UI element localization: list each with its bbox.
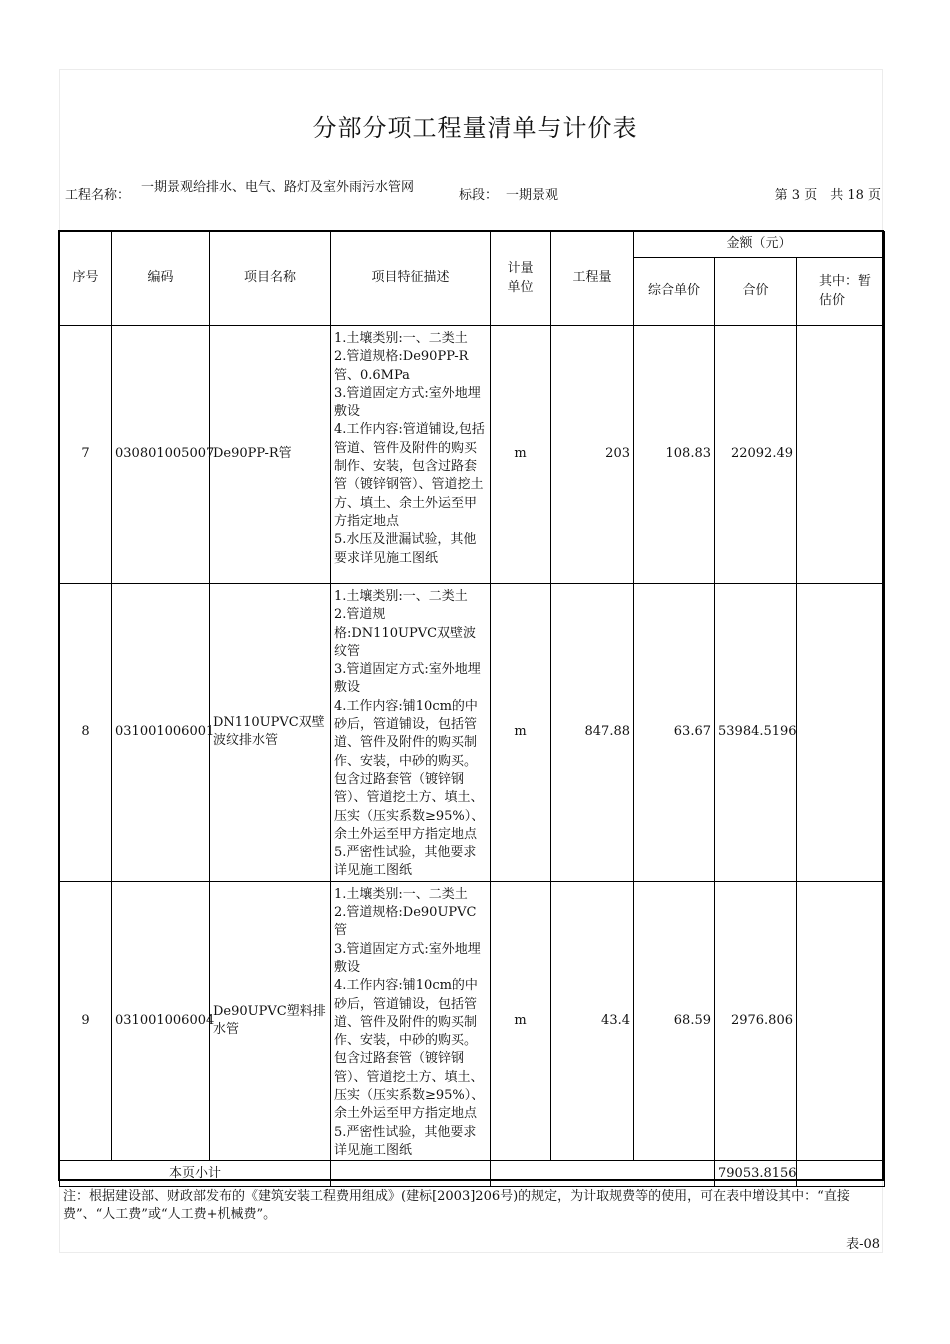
bill-table <box>59 231 885 1187</box>
row-qty: 43.4 <box>551 881 634 1160</box>
row-qty: 203 <box>551 326 634 584</box>
row-provisional <box>797 881 885 1160</box>
header-row-1 <box>60 232 885 258</box>
subtotal-provisional-blank <box>797 1161 885 1187</box>
header-amount: 金额（元） <box>634 232 885 258</box>
header-name: 项目名称 <box>210 232 331 326</box>
row-name: DN110UPVC双壁波纹排水管 <box>210 584 331 882</box>
row-unit-price: 108.83 <box>634 326 715 584</box>
row-seq: 8 <box>60 584 112 882</box>
row-unit-price: 68.59 <box>634 881 715 1160</box>
header-seq: 序号 <box>60 232 112 326</box>
header-provisional: 其中：暂估价 <box>797 258 885 326</box>
table-row <box>60 326 885 584</box>
row-unit-price: 63.67 <box>634 584 715 882</box>
subtotal-row <box>60 1161 885 1187</box>
header-desc: 项目特征描述 <box>331 232 491 326</box>
row-desc: 1.土壤类别:一、二类土 2.管道规格:De90UPVC管 3.管道固定方式:室外地埋敷设 4.工作内容:铺10cm的中砂后，管道铺设，包括管道、管件及附件的购买制作、安装，中砂的购买。包含过路套管（镀锌钢管）、管道挖土方、填土、压实（压实系数≥95%）、余土外运至甲方指定地点 5.严密性试验，其他要求详见施工图纸 <box>331 881 491 1160</box>
row-unit: m <box>491 881 551 1160</box>
header-qty: 工程量 <box>551 232 634 326</box>
table-row <box>60 881 885 1160</box>
subtotal-label: 本页小计 <box>60 1161 331 1187</box>
header-code: 编码 <box>112 232 210 326</box>
row-unit: m <box>491 584 551 882</box>
header-total: 合价 <box>715 258 797 326</box>
section-name: 一期景观 <box>506 188 559 203</box>
subtotal-blank <box>491 1161 715 1187</box>
project-label: 工程名称： <box>65 188 131 203</box>
row-qty: 847.88 <box>551 584 634 882</box>
row-provisional <box>797 584 885 882</box>
row-total: 53984.5196 <box>715 584 797 882</box>
row-seq: 9 <box>60 881 112 1160</box>
row-code: 031001006001 <box>112 584 210 882</box>
footnote: 注：根据建设部、财政部发布的《建筑安装工程费用组成》(建标[2003]206号)的规定，为计取规费等的使用，可在表中增设其中：“直接费”、“人工费”或“人工费+机械费”。 <box>63 1189 850 1222</box>
row-code: 031001006004 <box>112 881 210 1160</box>
form-number: 表-08 <box>846 1237 880 1252</box>
row-total: 2976.806 <box>715 881 797 1160</box>
page-number: 第 3 页 共 18 页 <box>774 188 881 203</box>
row-name: De90PP-R管 <box>210 326 331 584</box>
row-seq: 7 <box>60 326 112 584</box>
row-desc: 1.土壤类别:一、二类土 2.管道规格:DN110UPVC双壁波纹管 3.管道固定方式:室外地埋敷设 4.工作内容:铺10cm的中砂后，管道铺设，包括管道、管件及附件的购买制作、安装，中砂的购买。包含过路套管（镀锌钢管）、管道挖土方、填土、压实（压实系数≥95%）、余土外运至甲方指定地点 5.严密性试验，其他要求详见施工图纸 <box>331 584 491 882</box>
table-row <box>60 584 885 882</box>
header-unit-price: 综合单价 <box>634 258 715 326</box>
project-name: 一期景观给排水、电气、路灯及室外雨污水管网 <box>141 180 415 195</box>
row-total: 22092.49 <box>715 326 797 584</box>
row-provisional <box>797 326 885 584</box>
row-name: De90UPVC塑料排水管 <box>210 881 331 1160</box>
subtotal-desc-blank <box>331 1161 491 1187</box>
row-desc: 1.土壤类别:一、二类土 2.管道规格:De90PP-R管、0.6MPa 3.管道固定方式:室外地埋敷设 4.工作内容:管道铺设,包括管道、管件及附件的购买制作、安装，包含过路套管（镀锌钢管）、管道挖土方、填土、余土外运至甲方指定地点 5.水压及泄漏试验，其他要求详见施工图纸 <box>331 326 491 584</box>
page-title: 分部分项工程量清单与计价表 <box>312 114 638 142</box>
header-unit: 计量单位 <box>491 232 551 326</box>
row-code: 030801005007 <box>112 326 210 584</box>
row-unit: m <box>491 326 551 584</box>
subtotal-value: 79053.8156 <box>715 1161 797 1187</box>
section-label: 标段： <box>459 188 499 203</box>
